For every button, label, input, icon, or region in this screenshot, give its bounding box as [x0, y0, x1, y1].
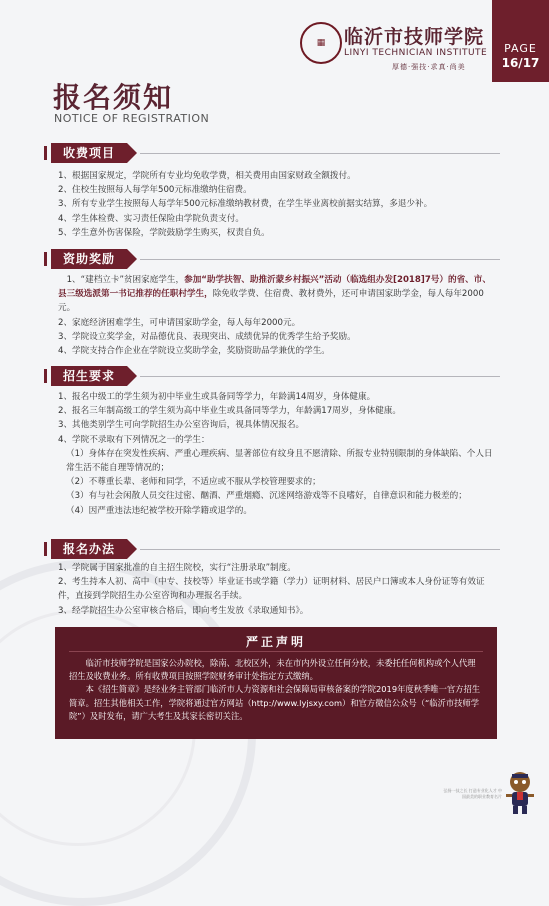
- list-item: （3）有与社会闲散人员交往过密、酗酒、严重烟瘾、沉迷网络游戏等不良嗜好，自律意识和能力极差的；: [66, 491, 467, 502]
- list-item: 2、住校生按照每人每学年500元标准缴纳住宿费。: [58, 185, 252, 196]
- list-item: 1、报名中级工的学生须为初中毕业生或具备同等学力，年龄满14周岁，身体健康。: [58, 392, 376, 402]
- aid-list: [58, 273, 498, 358]
- list-item: [58, 273, 498, 316]
- list-item: 3、学院设立奖学金，对品德优良、表现突出、成绩优异的优秀学生给予奖励。: [58, 331, 356, 342]
- list-item: 4、学院支持合作企业在学院设立奖助学金，奖励资助品学兼优的学生。: [58, 346, 330, 357]
- page-subtitle: NOTICE OF REGISTRATION: [54, 112, 210, 125]
- list-item: 2、考生持本人初、高中（中专、技校等）毕业证书或学籍（学力）证明材料、居民户口簿或本人身份证等有效证件，直接到学院招生办公室咨询和办理报名手续。: [58, 577, 485, 602]
- mascot-caption: 弘扬一技之长 打造专业化人才 中国最美的职业教育名片: [443, 788, 502, 799]
- page-title: 报名须知: [53, 81, 174, 114]
- school-name-en: LINYI TECHNICIAN INSTITUTE: [344, 48, 488, 58]
- section-divider: [140, 153, 500, 154]
- requirements-list: [58, 390, 498, 518]
- section-divider: [140, 376, 500, 377]
- mascot-icon: [503, 770, 537, 816]
- list-item: 3、经学院招生办公室审核合格后，即向考生发放《录取通知书》。: [58, 605, 309, 616]
- school-motto: 厚德·强技·求真·尚美: [392, 63, 466, 71]
- fees-list: [58, 169, 498, 240]
- aid-item1-highlight: 参加“助学扶智、助推沂蒙乡村振兴”活动（临选组办发[2018]7号）的省、市、县三级选派第一书记推荐的任职村学生，: [58, 275, 491, 300]
- list-item: 3、所有专业学生按照每人每学年500元标准缴纳教材费，在学生毕业离校前据实结算，多退少补。: [58, 199, 433, 210]
- page-label: PAGE: [504, 42, 537, 55]
- section-heading-requirements: 招生要求: [51, 366, 127, 386]
- list-item: 2、报名三年制高级工的学生须为高中毕业生或具备同等学力，年龄满17周岁，身体健康。: [58, 406, 401, 417]
- list-item: （2）不尊重长辈、老师和同学，不适应或不服从学校管理要求的；: [66, 477, 321, 488]
- section-divider: [140, 259, 500, 260]
- school-header: [300, 22, 490, 70]
- notice-paragraph: 本《招生简章》是经业务主管部门临沂市人力资源和社会保障局审核备案的学院2019年度秋季唯一官方招生简章。招生其他相关工作，学院将通过官方网站（http://www.lyjsxy.com）和官方微信公众号（“临沂市技师学院”）及时发布，请广大考生及其家长密切关注。: [69, 684, 481, 721]
- notice-divider: [69, 651, 483, 652]
- section-heading-registration: 报名办法: [51, 539, 127, 559]
- school-logo-icon: ▦: [300, 22, 342, 64]
- list-item: 4、学生体检费、实习责任保险由学院负责支付。: [58, 213, 244, 224]
- notice-title: 严正声明: [245, 635, 306, 649]
- list-item: （4）因严重违法违纪被学校开除学籍或退学的。: [66, 505, 252, 516]
- section-heading-fees: 收费项目: [51, 143, 127, 163]
- notice-paragraph: 临沂市技师学院是国家公办院校，除南、北校区外，未在市内外设立任何分校，未委托任何机构或个人代理招生及收费业务。所有收费项目按照学院财务审计处指定方式缴纳。: [69, 658, 476, 682]
- list-item: （1）身体存在突发性疾病、严重心理疾病、显著部位有纹身且不愿清除、所报专业特别限制的身体缺陷、个人日常生活不能自理等情况的；: [66, 448, 493, 474]
- list-item: 1、学院属于国家批准的自主招生院校，实行“注册录取”制度。: [58, 563, 296, 573]
- notice-text: [69, 657, 483, 723]
- aid-item1-post: 除免收学费、住宿费、教材费外，还可申请国家助学金，每人每年2000元。: [58, 289, 484, 314]
- list-item: 5、学生意外伤害保险，学院鼓励学生购买，权责自负。: [58, 227, 270, 238]
- solemn-statement-box: [55, 627, 497, 739]
- school-name: 临沂市技师学院: [344, 26, 485, 48]
- list-item: 2、家庭经济困难学生，可申请国家助学金，每人每年2000元。: [58, 317, 301, 328]
- section-heading-aid: 资助奖励: [51, 249, 127, 269]
- list-item: 3、其他类别学生可向学院招生办公室咨询后，视具体情况报名。: [58, 420, 305, 431]
- page-tab: [492, 0, 549, 82]
- list-item: 1、根据国家规定，学院所有专业均免收学费，相关费用由国家财政全额拨付。: [58, 171, 356, 181]
- registration-list: [58, 561, 498, 618]
- list-item: 4、学院不录取有下列情况之一的学生：: [58, 434, 210, 445]
- aid-item1-pre: 1、“建档立卡”贫困家庭学生，: [66, 275, 185, 285]
- section-divider: [140, 549, 500, 550]
- page-number: 16/17: [501, 56, 540, 70]
